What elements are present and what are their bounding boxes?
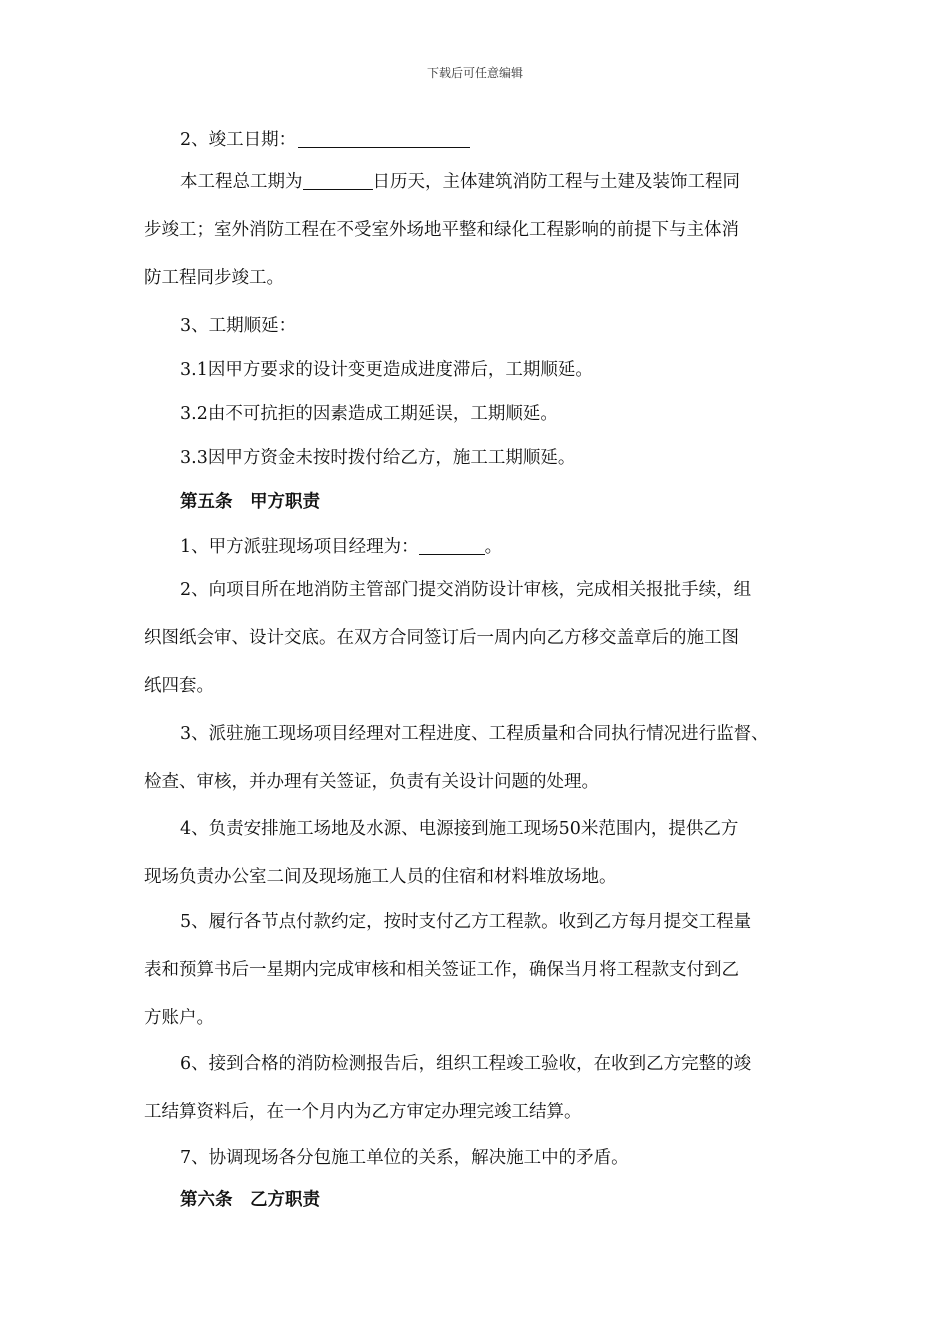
- article-5-item-4: 4、负责安排施工场地及水源、电源接到施工现场50米范围内，提供乙方 现场负责办公室二间及现场施工人员的住宿和材料堆放场地。: [144, 819, 739, 887]
- article-5-title: 第五条 甲方职责: [180, 492, 320, 512]
- extension-item-2: 3.2由不可抗拒的因素造成工期延误，工期顺延。: [180, 404, 558, 424]
- article-5-item-5: 5、履行各节点付款约定，按时支付乙方工程款。收到乙方每月提交工程量 表和预算书后一星期内完成审核和相关签证工作，确保当月将工程款支付到乙 方账户。: [144, 912, 752, 1028]
- article-6-title: 第六条 乙方职责: [180, 1190, 320, 1210]
- extension-title: 3、工期顺延：: [180, 316, 297, 336]
- total-duration-blank: [303, 169, 373, 190]
- total-duration-prefix: 本工程总工期为: [180, 172, 303, 192]
- header-note: 下载后可任意编辑: [426, 66, 523, 80]
- extension-item-3: 3.3因甲方资金未按时拨付给乙方，施工工期顺延。: [180, 448, 576, 468]
- completion-date-label: 2、竣工日期：: [180, 130, 297, 150]
- extension-item-1: 3.1因甲方要求的设计变更造成进度滞后，工期顺延。: [180, 360, 593, 380]
- article-5-item-2: 2、向项目所在地消防主管部门提交消防设计审核，完成相关报批手续，组 织图纸会审、设计交底。在双方合同签订后一周内向乙方移交盖章后的施工图 纸四套。: [144, 580, 752, 696]
- total-duration-paragraph: [144, 158, 810, 302]
- a5-item1-prefix: 1、甲方派驻现场项目经理为：: [180, 537, 419, 557]
- article-5-item-7: 7、协调现场各分包施工单位的关系，解决施工中的矛盾。: [180, 1148, 629, 1168]
- total-duration-line-2: 步竣工；室外消防工程在不受室外场地平整和绿化工程影响的前提下与主体消: [144, 220, 739, 240]
- article-5-item-6: 6、接到合格的消防检测报告后，组织工程竣工验收，在收到乙方完整的竣 工结算资料后，在一个月内为乙方审定办理完竣工结算。: [144, 1054, 752, 1122]
- project-manager-blank: [419, 534, 485, 555]
- completion-date-item: [144, 116, 810, 164]
- total-duration-suffix: 日历天，主体建筑消防工程与土建及装饰工程同: [372, 172, 740, 192]
- a5-item1-suffix: 。: [484, 537, 503, 557]
- completion-date-blank: [298, 127, 470, 148]
- article-5-item-3: 3、派驻施工现场项目经理对工程进度、工程质量和合同执行情况进行监督、 检查、审核，并办理有关签证，负责有关设计问题的处理。: [144, 724, 769, 792]
- article-5-item-1: [144, 523, 810, 571]
- total-duration-line-3: 防工程同步竣工。: [144, 268, 284, 288]
